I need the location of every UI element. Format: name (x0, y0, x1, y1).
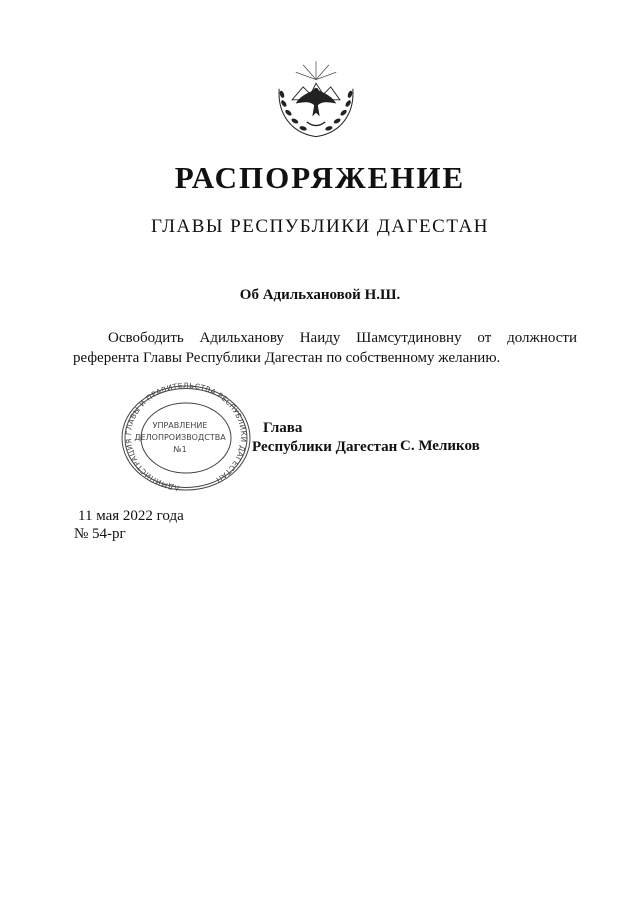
stamp-line-3: №1 (173, 445, 187, 454)
coat-of-arms-emblem (270, 52, 362, 144)
document-type-title: РАСПОРЯЖЕНИЕ (174, 160, 466, 195)
document-body: Освободить Адильханову Наиду Шамсутдиновну от должности референта Главы Республики Дагестан по собственному желанию. (73, 330, 577, 366)
issuer-heading: ГЛАВЫ РЕСПУБЛИКИ ДАГЕСТАН (151, 216, 489, 237)
signatory-position-line-2: Республики Дагестан (252, 439, 398, 455)
stamp-ring-text: АДМИНИСТРАЦИЯ ГЛАВЫ И ПРАВИТЕЛЬСТВА РЕСПУБЛИКИ ДАГЕСТАН (124, 382, 249, 493)
document-subject: Об Адильхановой Н.Ш. (239, 287, 401, 303)
signatory-position (252, 419, 398, 457)
stamp-line-2: ДЕЛОПРОИЗВОДСТВА (134, 433, 226, 442)
document-date: 11 мая 2022 года (78, 508, 184, 524)
signatory-position-line-1: Глава (263, 420, 303, 436)
official-stamp (118, 382, 254, 494)
signatory-name: С. Меликов (400, 438, 480, 454)
document-number: № 54-рг (74, 526, 126, 542)
stamp-line-1: УПРАВЛЕНИЕ (152, 421, 208, 430)
